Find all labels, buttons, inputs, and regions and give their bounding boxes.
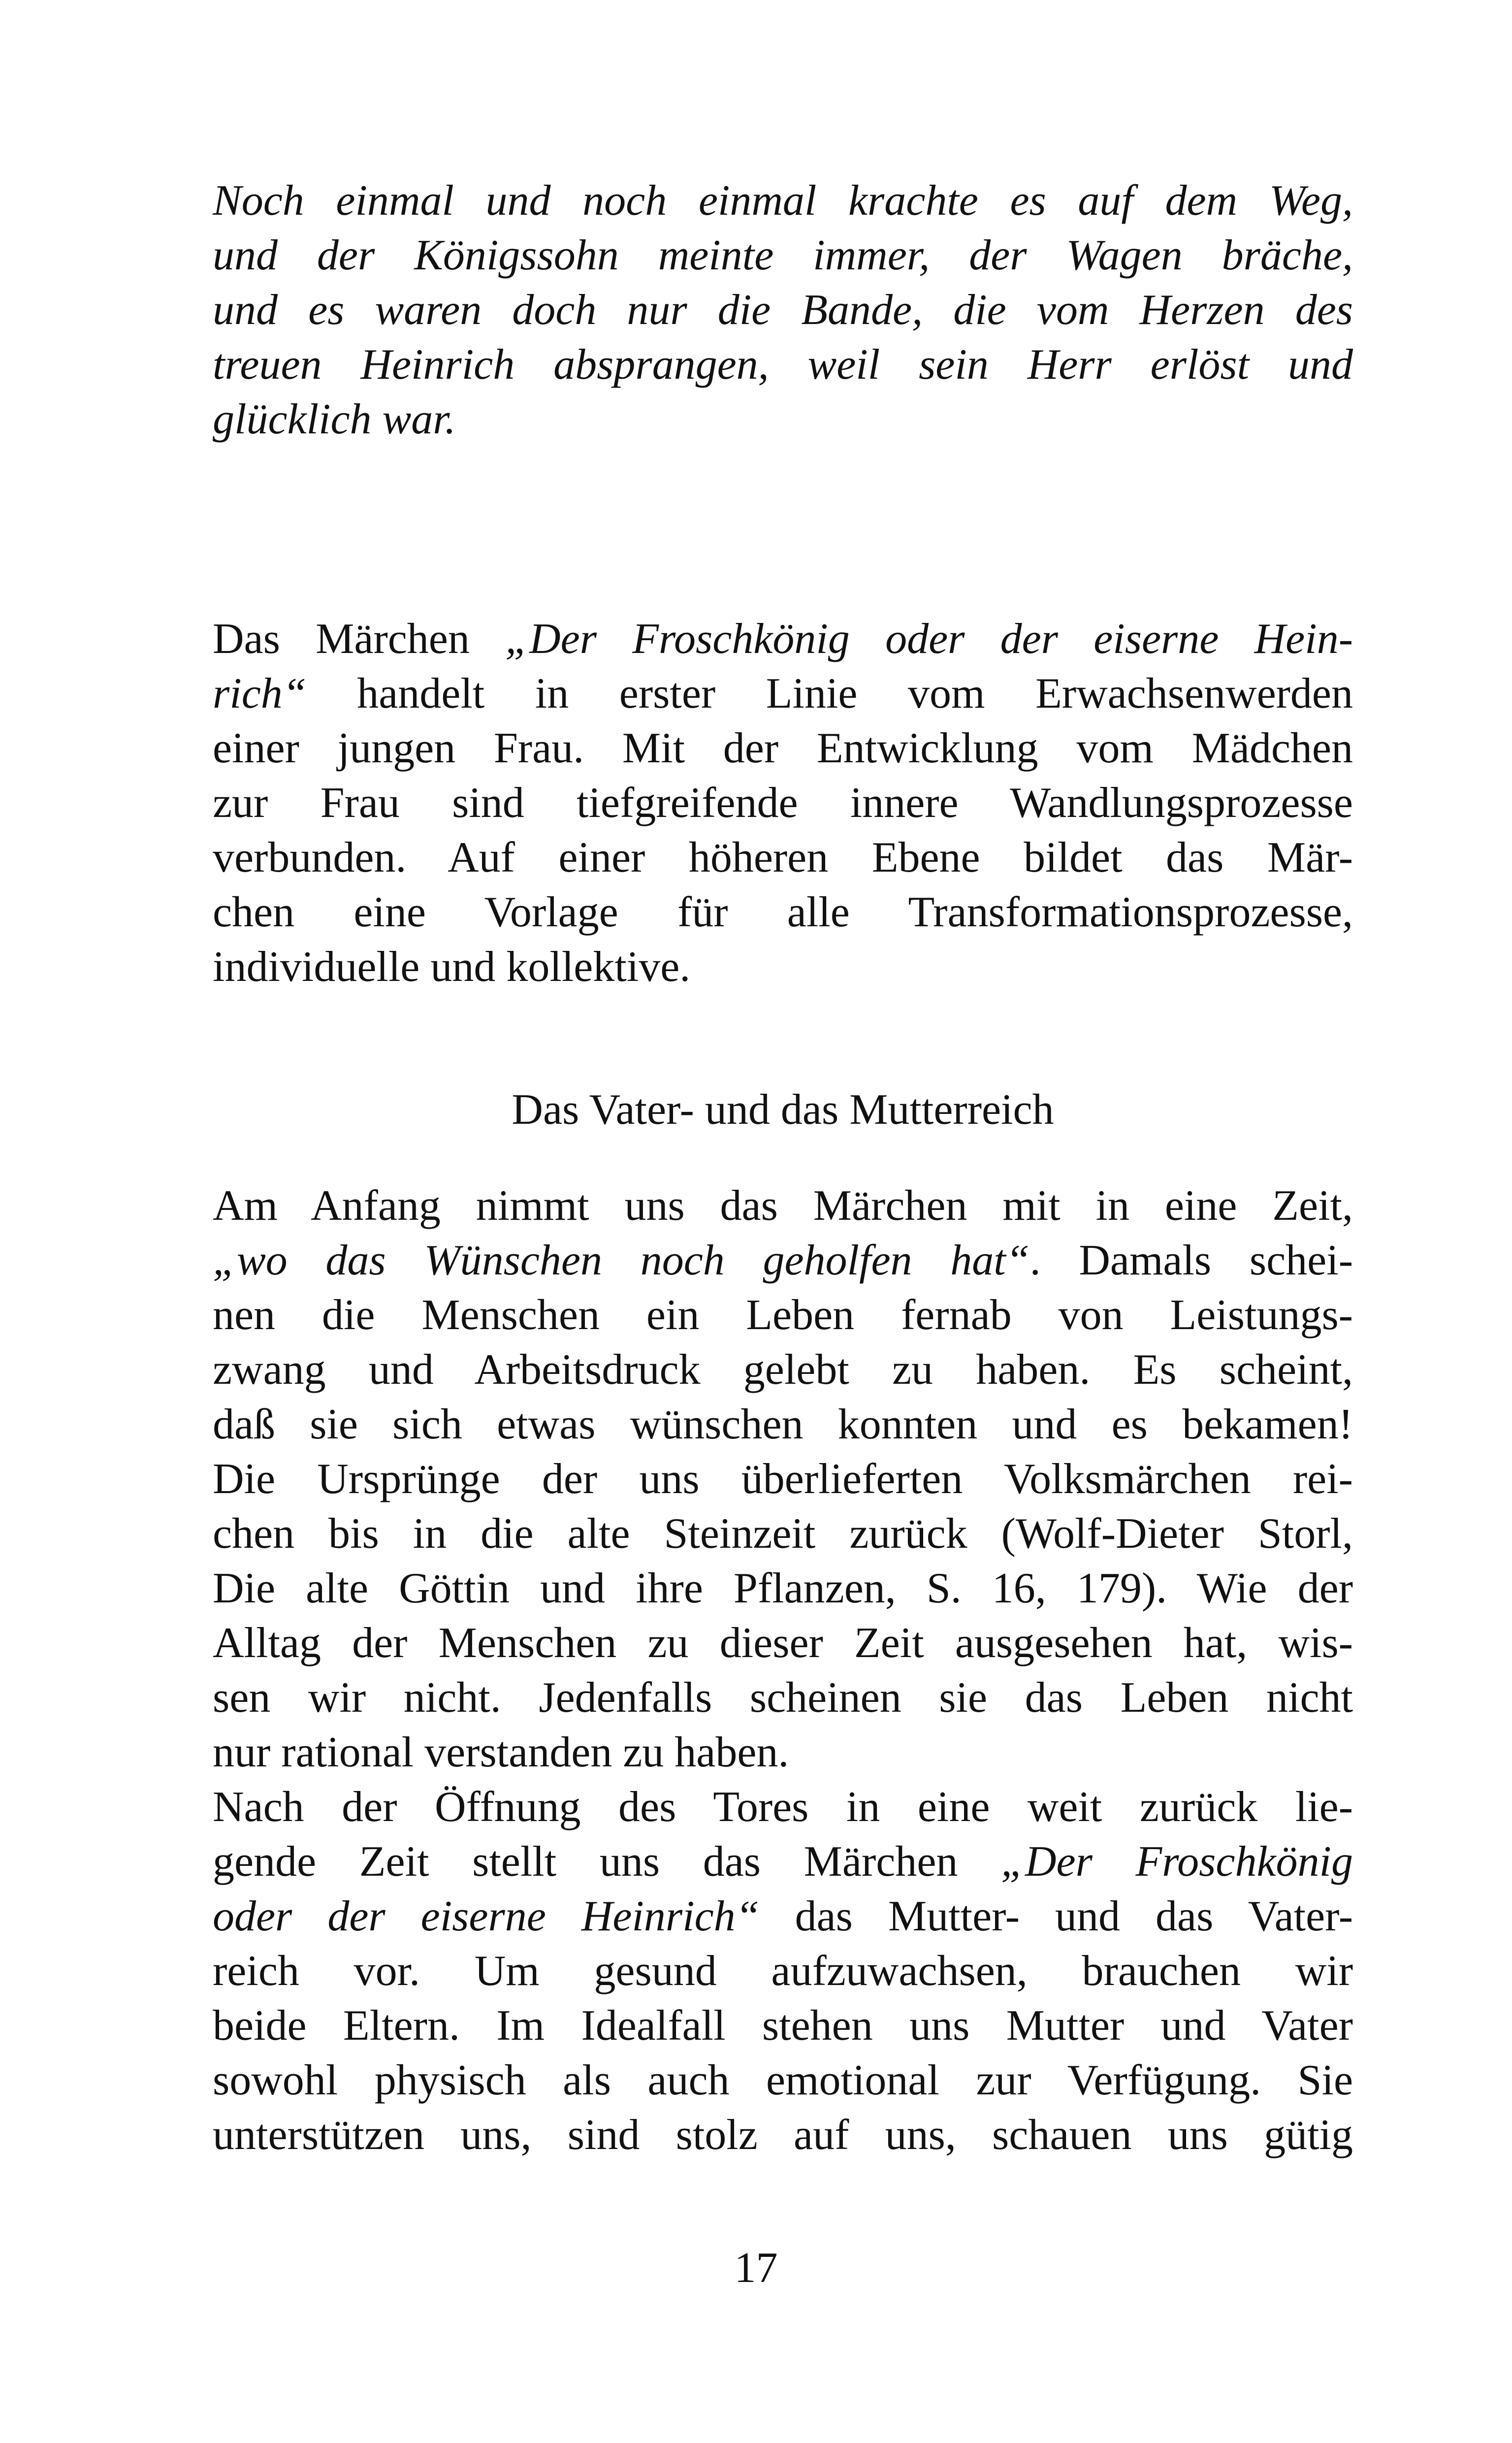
text-run: das Mutter- und das Vater- [759, 1892, 1353, 1940]
paragraph-line: daß sie sich etwas wünschen konnten und es bekamen! [213, 1401, 1353, 1448]
paragraph-line: chen eine Vorlage für alle Transformationsprozesse, [213, 888, 1353, 936]
paragraph-line: Alltag der Menschen zu dieser Zeit ausgesehen hat, wis- [213, 1619, 1353, 1667]
paragraph-line: unterstützen uns, sind stolz auf uns, schauen uns gütig [213, 2111, 1353, 2159]
quote-line: und der Königssohn meinte immer, der Wagen bräche, [213, 231, 1353, 279]
quote-line: Noch einmal und noch einmal krachte es auf dem Weg, [213, 177, 1353, 225]
text-run: gende Zeit stellt uns das Märchen [213, 1838, 1001, 1886]
paragraph-line: beide Eltern. Im Idealfall stehen uns Mutter und Vater [213, 2002, 1353, 2050]
paragraph-line: nur rational verstanden zu haben. [213, 1728, 789, 1776]
paragraph-line [213, 666, 1353, 721]
paragraph-line: Die Ursprünge der uns überlieferten Volksmärchen rei- [213, 1455, 1353, 1503]
paragraph-line: Die alte Göttin und ihre Pflanzen, S. 16, 179). Wie der [213, 1564, 1353, 1612]
paragraph-line: zwang und Arbeitsdruck gelebt zu haben. Es scheint, [213, 1346, 1353, 1394]
quoted-phrase: „wo das Wünschen noch geholfen hat“ [213, 1237, 1030, 1284]
quote-line: und es waren doch nur die Bande, die vom Herzen des [213, 286, 1353, 334]
intro-paragraph [213, 612, 1353, 994]
paragraph-line: einer jungen Frau. Mit der Entwicklung vom Mädchen [213, 724, 1353, 772]
quote-line: glücklich war. [213, 395, 456, 443]
paragraph-line [213, 1889, 1353, 1944]
paragraph-line [213, 1233, 1353, 1288]
page-number: 17 [734, 2244, 778, 2292]
quote-line: treuen Heinrich absprangen, weil sein Herr erlöst und [213, 341, 1353, 389]
book-title: „Der Froschkönig oder der eiserne Hein- [505, 615, 1353, 663]
section-heading: Das Vater- und das Mutterreich [512, 1086, 1054, 1134]
fairy-tale-quote [213, 173, 1353, 447]
paragraph-line: zur Frau sind tiefgreifende innere Wandlungsprozesse [213, 779, 1353, 827]
text-run: Das Märchen [213, 615, 506, 663]
paragraph-line [213, 612, 1353, 666]
section-paragraph-1 [213, 1178, 1353, 1780]
paragraph-line: verbunden. Auf einer höheren Ebene bildet das Mär- [213, 834, 1353, 881]
paragraph-line [213, 1834, 1353, 1889]
paragraph-line: sen wir nicht. Jedenfalls scheinen sie das Leben nicht [213, 1674, 1353, 1722]
section-paragraph-2 [213, 1780, 1353, 2162]
paragraph-line: sowohl physisch als auch emotional zur Verfügung. Sie [213, 2056, 1353, 2104]
paragraph-line: nen die Menschen ein Leben fernab von Leistungs- [213, 1291, 1353, 1339]
paragraph-line: reich vor. Um gesund aufzuwachsen, brauchen wir [213, 1947, 1353, 1995]
paragraph-line: individuelle und kollektive. [213, 943, 691, 991]
paragraph-line: chen bis in die alte Steinzeit zurück (Wolf-Dieter Storl, [213, 1510, 1353, 1558]
text-run: handelt in erster Linie vom Erwachsenwerden [306, 670, 1353, 717]
text-run: . Damals schei- [1029, 1237, 1353, 1284]
book-title: rich“ [213, 670, 307, 717]
paragraph-line: Am Anfang nimmt uns das Märchen mit in eine Zeit, [213, 1182, 1353, 1230]
paragraph-line: Nach der Öffnung des Tores in eine weit zurück lie- [213, 1783, 1353, 1831]
book-title: oder der eiserne Heinrich“ [213, 1892, 760, 1940]
book-title: „Der Froschkönig [1001, 1838, 1353, 1886]
